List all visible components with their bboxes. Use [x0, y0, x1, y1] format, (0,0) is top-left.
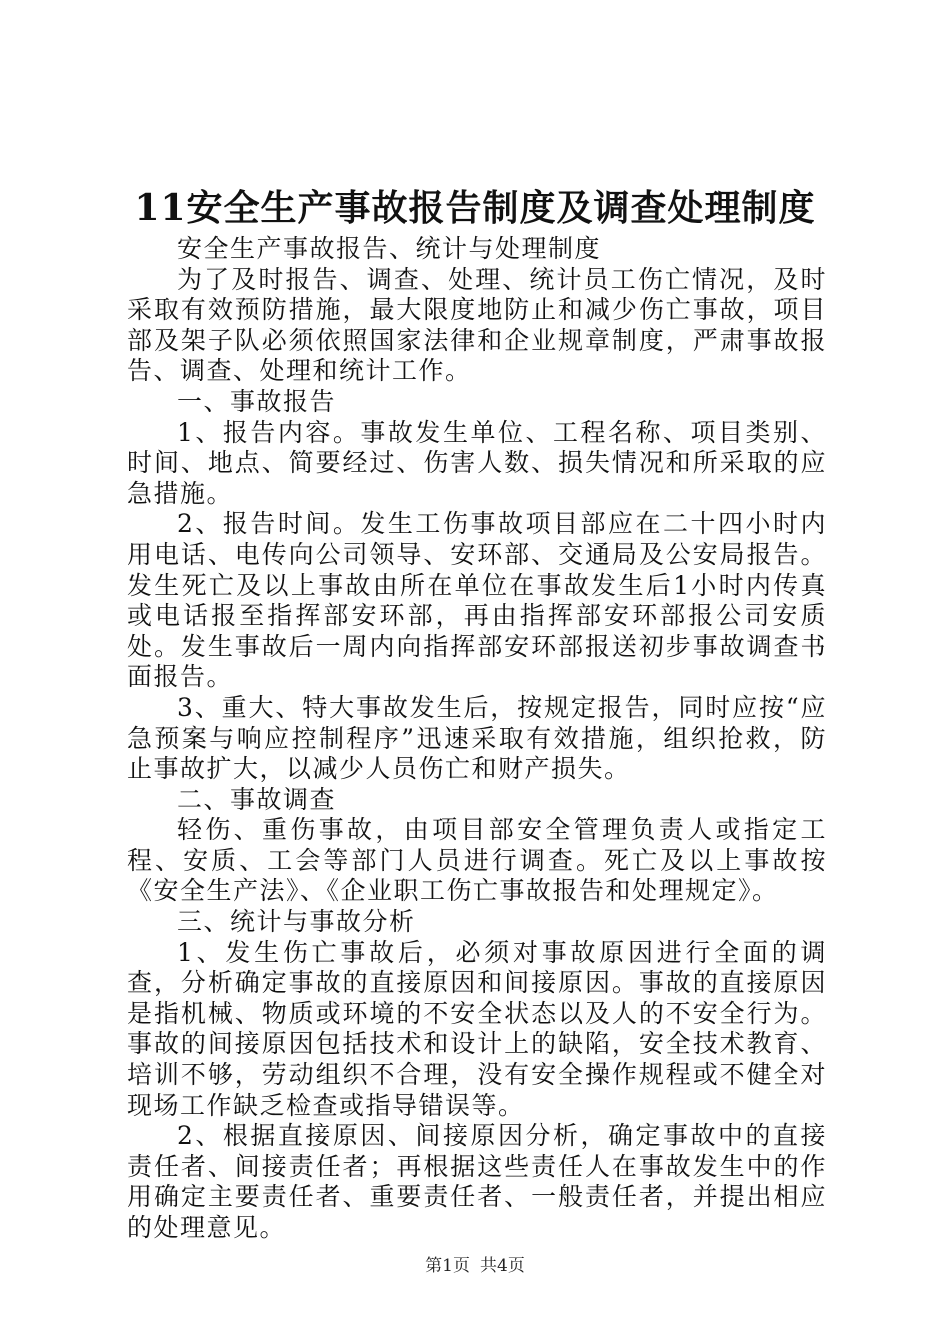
intro-paragraph: 为了及时报告、调查、处理、统计员工伤亡情况，及时采取有效预防措施，最大限度地防止和减少伤亡事故，项目部及架子队必须依照国家法律和企业规章制度，严肃事故报告、调查、处理和统计工作。 [127, 264, 827, 386]
page-total: 共4页 [480, 1256, 525, 1276]
page-footer [0, 1255, 950, 1277]
document-title: 11安全生产事故报告制度及调查处理制度 [134, 187, 816, 229]
section-heading-report: 一、事故报告 [177, 386, 337, 416]
major-accident-paragraph: 3、重大、特大事故发生后，按规定报告，同时应按“应急预案与响应控制程序”迅速采取有效措施，组织抢救，防止事故扩大，以减少人员伤亡和财产损失。 [127, 692, 827, 784]
cause-analysis-paragraph: 1、发生伤亡事故后，必须对事故原因进行全面的调查，分析确定事故的直接原因和间接原因。事故的直接原因是指机械、物质或环境的不安全状态以及人的不安全行为。事故的间接原因包括技术和设计上的缺陷，安全技术教育、培训不够，劳动组织不合理，没有安全操作规程或不健全对现场工作缺乏检查或指导错误等。 [127, 937, 827, 1120]
section-heading-investigation: 二、事故调查 [177, 784, 337, 814]
responsibility-paragraph: 2、根据直接原因、间接原因分析，确定事故中的直接责任者、间接责任者；再根据这些责任人在事故发生中的作用确定主要责任者、重要责任者、一般责任者，并提出相应的处理意见。 [127, 1121, 827, 1242]
section-subtitle: 安全生产事故报告、统计与处理制度 [177, 234, 602, 263]
investigation-paragraph: 轻伤、重伤事故，由项目部安全管理负责人或指定工程、安质、工会等部门人员进行调查。死亡及以上事故按《安全生产法》、《企业职工伤亡事故报告和处理规定》。 [127, 815, 827, 906]
report-time-paragraph: 2、报告时间。发生工伤事故项目部应在二十四小时内用电话、电传向公司领导、安环部、交通局及公安局报告。发生死亡及以上事故由所在单位在事故发生后1小时内传真或电话报至指挥部安环部，再由指挥部安环部报公司安质处。发生事故后一周内向指挥部安环部报送初步事故调查书面报告。 [127, 509, 827, 692]
report-content-paragraph: 1、报告内容。事故发生单位、工程名称、项目类别、时间、地点、简要经过、伤害人数、损失情况和所采取的应急措施。 [127, 417, 827, 508]
section-heading-statistics: 三、统计与事故分析 [177, 907, 416, 937]
page-number: 第1页 [425, 1256, 470, 1276]
document-body [127, 234, 827, 1244]
